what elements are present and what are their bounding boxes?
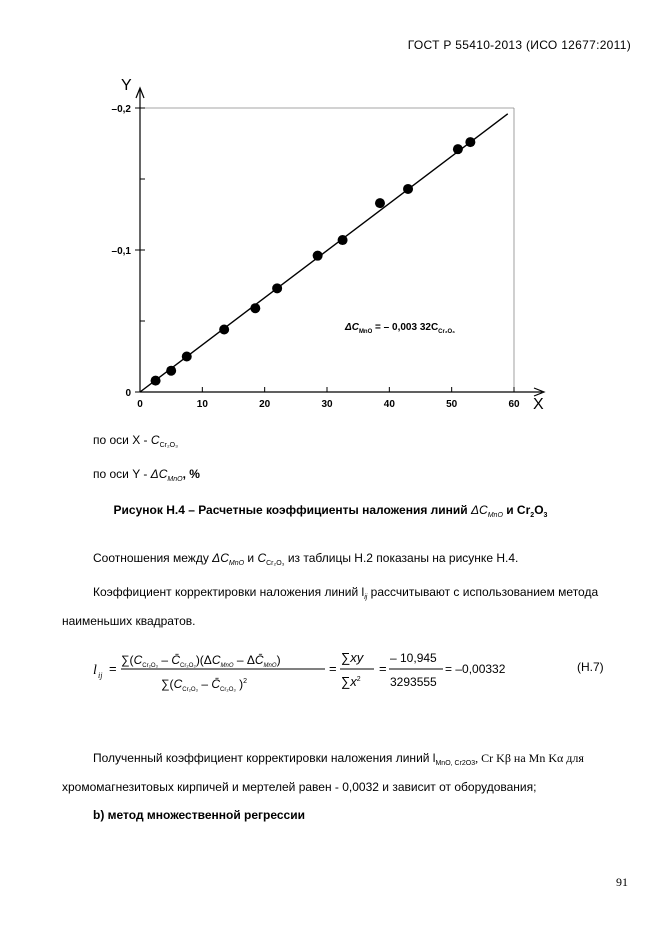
x-tick-label: 50	[446, 399, 458, 410]
x-tick-label: 10	[196, 399, 208, 410]
calibration-chart	[0, 0, 661, 430]
y-axis-label: Y	[121, 77, 132, 94]
svg-text:=: =	[379, 661, 387, 676]
page-number: 91	[616, 875, 628, 889]
formula-lhs: l	[93, 663, 97, 678]
data-point	[338, 235, 348, 245]
data-point	[453, 144, 463, 154]
x-tick-label: 60	[508, 399, 520, 410]
equation-number: (Н.7)	[577, 660, 604, 674]
paragraph-coefficient: Коэффициент корректировки наложения линий $l_{ij}$ рассчитывают с использованием метода	[93, 585, 599, 601]
formula-numerator: – 10,945	[390, 651, 437, 665]
x-tick-label: 40	[383, 399, 395, 410]
data-point	[465, 137, 475, 147]
standard-header: ГОСТ Р 55410-2013 (ИСО 12677:2011)	[407, 38, 631, 52]
data-point	[403, 184, 413, 194]
data-point	[151, 376, 161, 386]
data-point	[166, 366, 176, 376]
data-point	[375, 198, 385, 208]
x-axis-note: по оси X - $C_{Cr_2O_3}$	[93, 433, 178, 449]
paragraph-result-cont: хромомагнезитовых кирпичей и мертелей равен - 0,0032 и зависит от оборудования;	[62, 780, 537, 794]
svg-text:=: =	[109, 661, 117, 676]
data-point	[313, 251, 323, 261]
y-tick-label: –0,1	[111, 246, 131, 257]
formula-lhs-sub: ij	[98, 671, 103, 680]
fit-annotation: $\Delta C_{MnO}$ = – 0,003 $32C_{Cr_2O_3}$	[345, 322, 455, 335]
y-axis-note: по оси Y - $\Delta C_{MnO}$, %	[93, 467, 200, 483]
paragraph-coefficient-cont: наименьших квадратов.	[62, 614, 196, 628]
formula-result: = –0,00332	[445, 662, 506, 676]
formula-h7	[93, 644, 633, 696]
svg-text:∑x2: $\sum x^2$	[341, 674, 361, 689]
y-tick-label: –0,2	[111, 104, 131, 115]
paragraph-relations: Соотношения между $\Delta C_{MnO}$ и $C_{Cr_2O_3}$ из таблицы Н.2 показаны на рисунке Н.4.	[93, 551, 519, 567]
x-tick-label: 20	[259, 399, 271, 410]
data-point	[182, 352, 192, 362]
svg-text:∑xy: ∑xy	[341, 650, 364, 665]
y-tick-label: 0	[125, 388, 131, 399]
section-heading-multiple-regression: b) метод множественной регрессии	[93, 808, 305, 822]
formula-denominator: 3293555	[390, 675, 437, 689]
svg-text:∑(CCr₂O₃ – C̄Cr₂O₃)(ΔCMnO – ΔC: $\sum(C_{Cr_2O_3}$ – $C̄_{Cr_2O_3})(\Delta C_{MnO}$ – $\Delta C̄_{MnO}$)	[121, 653, 281, 669]
svg-text:=: =	[329, 661, 337, 676]
fit-line	[140, 114, 508, 392]
x-axis-label: X	[533, 396, 544, 413]
x-tick-label: 0	[137, 399, 143, 410]
figure-caption: Рисунок Н.4 – Расчетные коэффициенты наложения линий $\Delta C_{MnO}$ и $Cr_2O_3$	[113, 503, 548, 519]
paragraph-result: Полученный коэффициент корректировки наложения линий $l_{MnO, Cr2O3}$, Cr Kβ на Mn Kα для	[93, 751, 584, 767]
data-point	[250, 303, 260, 313]
data-point	[272, 283, 282, 293]
data-point	[219, 325, 229, 335]
regression-line	[140, 114, 508, 392]
x-tick-label: 30	[321, 399, 333, 410]
svg-text:∑(CCr₂O₃ – C̄Cr₂O₃ )2: $\sum(C_{Cr_2O_3}$ – $C̄_{Cr_2O_3}$ )$^2$	[161, 677, 248, 693]
